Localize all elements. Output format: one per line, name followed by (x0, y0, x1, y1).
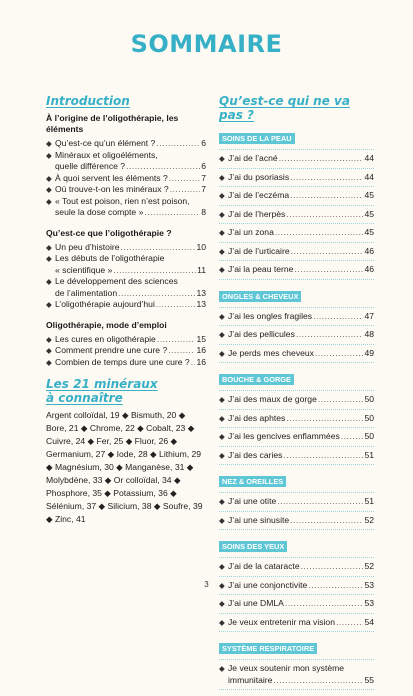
toc-subheading: Qu’est-ce que l’oligothérapie ? (46, 227, 172, 238)
toc-page-number: 46 (364, 245, 374, 256)
diamond-bullet-icon: ◆ (46, 242, 52, 252)
section-badge: SOINS DES YEUX (219, 541, 287, 552)
toc-entry-line (55, 253, 206, 265)
diamond-bullet-icon: ◆ (46, 196, 52, 206)
toc-entry-text: quelle différence ? (55, 161, 126, 171)
divider (219, 149, 374, 150)
diamond-bullet-icon: ◆ (46, 334, 52, 344)
divider (219, 689, 374, 690)
diamond-bullet-icon: ◆ (219, 432, 225, 441)
toc-entry-line (55, 173, 206, 185)
dot-leader (118, 288, 195, 300)
dot-leader (291, 246, 364, 258)
section-badge: BOUCHE & GORGE (219, 374, 294, 385)
left-column (46, 94, 206, 526)
toc-entry-line (228, 561, 374, 573)
diamond-bullet-icon: ◆ (46, 150, 52, 160)
toc-entry-line (55, 196, 206, 208)
toc-entry[interactable] (219, 190, 374, 202)
toc-entry[interactable] (219, 431, 374, 443)
dot-leader (277, 496, 363, 508)
diamond-bullet-icon: ◆ (219, 395, 225, 404)
toc-group (219, 369, 374, 465)
toc-page-number: 45 (364, 227, 374, 237)
introduction-heading: Introduction (46, 94, 130, 108)
toc-entry[interactable] (219, 209, 374, 221)
toc-entry-text: immunitaire (228, 674, 273, 685)
toc-entry-text: Je veux entretenir ma vision (228, 616, 335, 627)
diamond-bullet-icon: ◆ (219, 172, 225, 182)
diamond-bullet-icon: ◆ (46, 173, 52, 183)
toc-entry[interactable] (219, 264, 374, 276)
toc-entry-line (228, 617, 374, 629)
divider (219, 427, 374, 428)
divider (219, 659, 374, 660)
toc-entry-line (228, 227, 374, 239)
diamond-bullet-icon: ◆ (219, 515, 225, 525)
toc-entry-text: J’ai un zona (228, 227, 274, 237)
toc-entry[interactable] (219, 227, 374, 239)
toc-page-number: 11 (197, 264, 206, 275)
toc-entry[interactable] (219, 561, 374, 573)
diamond-bullet-icon: ◆ (219, 246, 225, 256)
toc-group (219, 286, 374, 364)
divider (219, 205, 374, 206)
toc-entry-text: J’ai des aphtes (228, 412, 286, 423)
toc-entry-line (55, 334, 206, 346)
divider (219, 409, 374, 410)
section-badge: ONGLES & CHEVEUX (219, 291, 301, 302)
dot-leader (169, 173, 200, 185)
minerals-heading-2: à connaître (46, 391, 123, 405)
dot-leader (283, 450, 363, 462)
toc-page-number: 54 (364, 616, 374, 627)
dot-leader (301, 561, 364, 573)
toc-entry[interactable] (46, 196, 206, 219)
diamond-bullet-icon: ◆ (219, 580, 225, 590)
problems-heading: Qu’est-ce qui ne va pas ? (219, 94, 350, 122)
toc-entry-line (55, 299, 206, 311)
diamond-bullet-icon: ◆ (219, 617, 225, 627)
diamond-bullet-icon: ◆ (46, 346, 52, 355)
toc-entry-text: J’ai une otite (228, 496, 277, 506)
diamond-bullet-icon: ◆ (219, 450, 225, 460)
toc-entry[interactable] (46, 345, 206, 357)
toc-entry-line (55, 161, 206, 173)
dot-leader (170, 184, 201, 196)
dot-leader (113, 265, 196, 277)
diamond-bullet-icon: ◆ (219, 330, 225, 339)
toc-group (46, 228, 206, 311)
toc-page-number: 13 (196, 287, 206, 298)
dot-leader (275, 227, 364, 239)
toc-page-number: 47 (364, 310, 374, 321)
divider (219, 464, 374, 465)
toc-entry-text: Un peu d’histoire (55, 241, 120, 252)
toc-entry-text: Le développement des sciences (55, 276, 178, 286)
toc-entry-line (55, 288, 206, 300)
divider (219, 492, 374, 493)
toc-entry[interactable] (46, 173, 206, 185)
toc-entry-text: J’ai de l’eczéma (228, 190, 290, 200)
toc-entry-line (228, 515, 374, 527)
toc-entry-text: J’ai les ongles fragiles (228, 310, 313, 321)
toc-page-number: 49 (364, 347, 374, 358)
toc-group (219, 128, 374, 280)
toc-entry-text: Où trouve-t-on les minéraux ? (55, 184, 169, 194)
toc-entry[interactable] (219, 329, 374, 341)
toc-entry[interactable] (219, 348, 374, 360)
toc-page-number: 50 (364, 412, 374, 423)
diamond-bullet-icon: ◆ (46, 300, 52, 309)
divider (219, 242, 374, 243)
toc-entry-line (228, 153, 374, 165)
toc-page-number: 53 (364, 598, 374, 608)
divider (219, 511, 374, 512)
diamond-bullet-icon: ◆ (219, 664, 225, 673)
divider (219, 307, 374, 308)
dot-leader (294, 264, 363, 276)
toc-entry-text: L’oligothérapie aujourd’hui (55, 299, 155, 309)
toc-entry-text: À quoi servent les éléments ? (55, 172, 168, 183)
toc-entry-text: J’ai de l’acné (228, 153, 278, 163)
toc-page-number: 50 (364, 394, 374, 404)
toc-entry[interactable] (219, 172, 374, 184)
problems-groups (219, 128, 374, 690)
toc-page-number: 16 (196, 345, 206, 355)
toc-entry-text: J’ai de l’herpès (228, 208, 286, 219)
section-badge: SOINS DE LA PEAU (219, 133, 295, 144)
toc-group (46, 113, 206, 219)
toc-entry[interactable] (46, 276, 206, 299)
toc-entry-text: J’ai une sinusite (228, 514, 290, 525)
toc-entry-text: « Tout est poison, rien n’est poison, (55, 195, 190, 206)
toc-entry-text: « scientifique » (55, 264, 113, 275)
toc-page-number: 6 (201, 161, 206, 171)
toc-page-number: 6 (201, 138, 206, 148)
dot-leader (144, 207, 200, 219)
section-badge: SYSTÈME RESPIRATOIRE (219, 643, 317, 654)
toc-entry-line (228, 413, 374, 425)
toc-entry-line (228, 264, 374, 276)
divider (219, 168, 374, 169)
dot-leader (279, 153, 364, 165)
dot-leader (290, 172, 363, 184)
toc-page-number: 51 (364, 496, 374, 506)
toc-page-number: 55 (364, 674, 374, 685)
toc-entry-text: Combien de temps dure une cure ? (55, 356, 190, 367)
toc-group (219, 471, 374, 530)
toc-entry-line (228, 394, 374, 406)
divider (219, 186, 374, 187)
toc-entry-text: J’ai des pellicules (228, 329, 295, 339)
page-title: SOMMAIRE (130, 30, 283, 58)
diamond-bullet-icon: ◆ (219, 209, 225, 219)
toc-subheading: À l’origine de l’oligothérapie, les éléments (46, 113, 179, 134)
toc-entry[interactable] (46, 253, 206, 276)
toc-entry-text: Minéraux et oligoéléments, (55, 149, 158, 160)
dot-leader (313, 311, 363, 323)
diamond-bullet-icon: ◆ (46, 254, 52, 263)
diamond-bullet-icon: ◆ (219, 348, 225, 358)
toc-entry[interactable] (219, 496, 374, 508)
toc-entry[interactable] (219, 311, 374, 323)
toc-group (46, 320, 206, 369)
dot-leader (315, 348, 363, 360)
toc-entry-line (228, 675, 374, 687)
toc-entry-text: seule la dose compte » (55, 207, 144, 217)
diamond-bullet-icon: ◆ (219, 413, 225, 423)
toc-page-number: 7 (201, 172, 206, 183)
toc-entry-line (228, 496, 374, 508)
toc-entry-line (228, 190, 374, 202)
diamond-bullet-icon: ◆ (46, 357, 52, 367)
page-number: 3 (204, 580, 209, 589)
toc-entry-line (228, 663, 374, 675)
dot-leader (191, 357, 196, 369)
section-badge: NEZ & OREILLES (219, 476, 286, 487)
minerals-heading: Les 21 minéraux (46, 377, 158, 391)
dot-leader (318, 394, 364, 406)
toc-page-number: 15 (196, 333, 206, 344)
toc-entry-line (228, 450, 374, 462)
diamond-bullet-icon: ◆ (46, 185, 52, 194)
dot-leader (290, 515, 363, 527)
diamond-bullet-icon: ◆ (219, 228, 225, 237)
toc-page-number: 52 (364, 561, 374, 571)
introduction-groups (46, 113, 206, 368)
toc-entry-line (55, 150, 206, 162)
divider (219, 529, 374, 530)
dot-leader (156, 138, 200, 150)
diamond-bullet-icon: ◆ (46, 277, 52, 286)
toc-entry-text: Les débuts de l’oligothérapie (55, 253, 165, 263)
dot-leader (286, 413, 363, 425)
toc-entry-text: de l’alimentation (55, 287, 118, 298)
toc-entry-text: Qu’est-ce qu’un élément ? (55, 138, 156, 148)
divider (219, 613, 374, 614)
divider (219, 344, 374, 345)
toc-page-number: 10 (196, 241, 206, 252)
toc-entry[interactable] (219, 413, 374, 425)
dot-leader (156, 299, 196, 311)
toc-entry[interactable] (46, 357, 206, 369)
toc-entry-line (228, 348, 374, 360)
toc-entry[interactable] (46, 299, 206, 311)
toc-entry-line (55, 207, 206, 219)
dot-leader (341, 431, 364, 443)
toc-page-number: 13 (196, 299, 206, 309)
toc-page-number: 53 (364, 579, 374, 590)
toc-subheading: Oligothérapie, mode d’emploi (46, 319, 167, 330)
toc-page-number: 51 (364, 449, 374, 460)
divider (219, 260, 374, 261)
dot-leader (157, 334, 196, 346)
toc-entry-text: J’ai du psoriasis (228, 171, 290, 182)
toc-entry-text: J’ai des maux de gorge (228, 394, 317, 404)
diamond-bullet-icon: ◆ (219, 562, 225, 571)
divider (219, 390, 374, 391)
toc-entry[interactable] (219, 515, 374, 527)
minerals-list: Argent colloïdal, 19 ◆ Bismuth, 20 ◆ Bore, 21 ◆ Chrome, 22 ◆ Cobalt, 23 ◆ Cuivre, 24 ◆ Fer, 25 ◆ Fluor, 26 ◆ Germanium, 27 ◆ Iode, 28 ◆ Lithium, 29 ◆ Magnésium, 30 ◆ Manganèse, 31 ◆ Molybdène, 33 ◆ Or colloïdal, 34 ◆ Phosphore, 35 ◆ Potassium, 36 ◆ Sélénium, 37 ◆ Silicium, 38 ◆ Soufre, 39 ◆ Zinc, 41 (46, 410, 203, 524)
toc-entry-line (228, 329, 374, 341)
toc-entry[interactable] (219, 246, 374, 258)
toc-page-number: 48 (364, 329, 374, 339)
diamond-bullet-icon: ◆ (46, 139, 52, 148)
dot-leader (168, 345, 195, 357)
toc-page-number: 52 (364, 514, 374, 525)
toc-group (219, 638, 374, 690)
dot-leader (121, 242, 196, 254)
dot-leader (296, 329, 364, 341)
toc-page-number: 44 (364, 171, 374, 182)
divider (219, 594, 374, 595)
toc-page-number: 45 (364, 208, 374, 219)
toc-entry-text: Je veux soutenir mon système (228, 663, 345, 673)
toc-entry-line (228, 246, 374, 258)
toc-entry-text: Les cures en oligothérapie (55, 333, 156, 344)
toc-page-number: 50 (364, 431, 374, 441)
diamond-bullet-icon: ◆ (219, 265, 225, 274)
divider (219, 279, 374, 280)
divider (219, 223, 374, 224)
toc-entry[interactable] (46, 150, 206, 173)
toc-entry[interactable] (46, 242, 206, 254)
toc-entry-text: J’ai les gencives enflammées (228, 431, 340, 441)
right-column (219, 94, 374, 696)
divider (219, 631, 374, 632)
toc-page-number: 46 (364, 264, 374, 274)
toc-entry-text: J’ai une conjonctivite (228, 579, 308, 590)
toc-entry-line (55, 138, 206, 150)
toc-entry-text: J’ai une DMLA (228, 598, 284, 608)
divider (219, 325, 374, 326)
toc-entry-text: J’ai des caries (228, 449, 283, 460)
dot-leader (286, 209, 363, 221)
toc-entry[interactable] (219, 617, 374, 629)
toc-entry[interactable] (46, 334, 206, 346)
divider (219, 362, 374, 363)
toc-entry[interactable] (219, 663, 374, 686)
divider (219, 576, 374, 577)
toc-entry-text: J’ai de la cataracte (228, 561, 300, 571)
toc-entry-line (55, 357, 206, 369)
toc-entry-line (55, 345, 206, 357)
toc-entry-line (55, 276, 206, 288)
diamond-bullet-icon: ◆ (219, 599, 225, 608)
toc-entry-text: Comment prendre une cure ? (55, 345, 168, 355)
divider (219, 446, 374, 447)
toc-entry[interactable] (219, 394, 374, 406)
toc-entry[interactable] (219, 450, 374, 462)
toc-entry-line (55, 265, 206, 277)
toc-page-number: 44 (364, 153, 374, 163)
toc-entry[interactable] (46, 184, 206, 196)
toc-entry-line (55, 242, 206, 254)
toc-entry-text: Je perds mes cheveux (228, 347, 314, 358)
toc-entry-line (55, 184, 206, 196)
diamond-bullet-icon: ◆ (219, 154, 225, 163)
dot-leader (273, 675, 363, 687)
toc-entry-text: J’ai la peau terne (228, 264, 294, 274)
toc-entry-line (228, 172, 374, 184)
dot-leader (336, 617, 363, 629)
dot-leader (126, 161, 200, 173)
dot-leader (290, 190, 363, 202)
toc-entry-line (228, 311, 374, 323)
toc-entry[interactable] (46, 138, 206, 150)
toc-page-number: 7 (201, 184, 206, 194)
diamond-bullet-icon: ◆ (219, 311, 225, 321)
toc-entry[interactable] (219, 153, 374, 165)
toc-page-number: 8 (201, 207, 206, 217)
toc-entry-line (228, 209, 374, 221)
divider (219, 557, 374, 558)
toc-entry-line (228, 431, 374, 443)
diamond-bullet-icon: ◆ (219, 497, 225, 506)
toc-entry-text: J’ai de l’urticaire (228, 245, 290, 256)
diamond-bullet-icon: ◆ (219, 191, 225, 200)
toc-page-number: 45 (364, 190, 374, 200)
toc-page-number: 16 (196, 356, 206, 367)
